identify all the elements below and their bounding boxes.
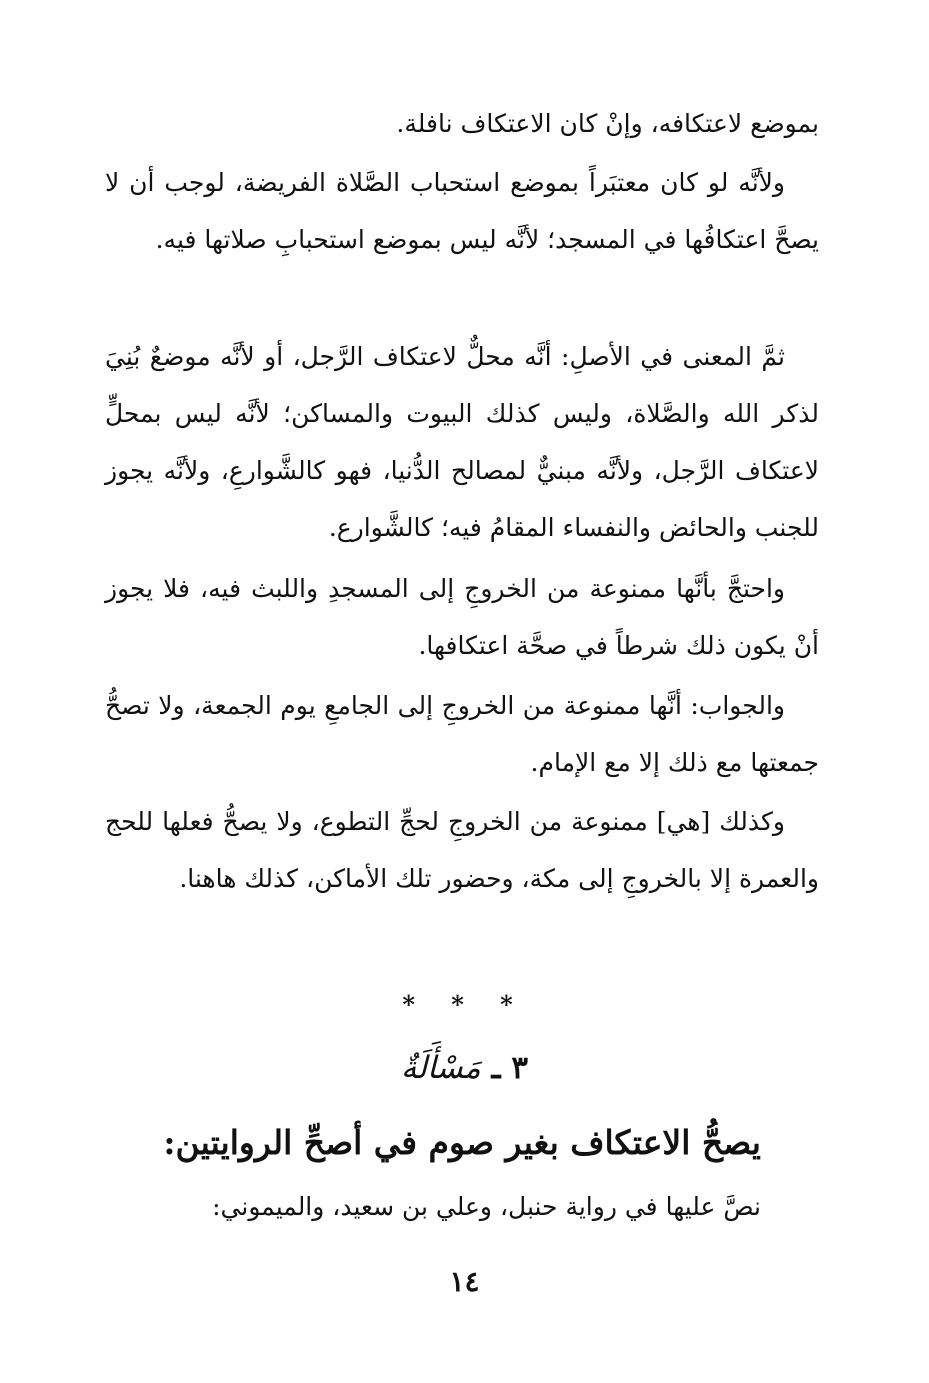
- page-number: ١٤: [449, 1265, 480, 1298]
- issue-subline: نصَّ عليها في رواية حنبل، وعلي بن سعيد، والميموني:: [212, 1192, 761, 1221]
- section-separator: * * *: [402, 990, 527, 1019]
- paragraph-5: [105, 677, 819, 791]
- paragraph-6-text: وكذلك [هي] ممنوعة من الخروجِ لحجِّ التطوع، ولا يصحُّ فعلها للحج والعمرة إلا بالخروجِ إلى مكة، وحضور تلك الأماكن، كذلك هاهنا.: [105, 807, 819, 893]
- issue-number: ٣ ـ: [491, 1050, 529, 1086]
- paragraph-4: [105, 560, 819, 674]
- paragraph-2-text: ولأنَّه لو كان معتبَراً بموضع استحباب الصَّلاة الفريضة، لوجب أن لا يصحَّ اعتكافُها في المسجد؛ لأنَّه ليس بموضع استحبابِ صلاتها فيه.: [105, 168, 819, 254]
- paragraph-1: [105, 95, 819, 152]
- issue-heading: يصحُّ الاعتكاف بغير صوم في أصحِّ الروايتين:: [163, 1123, 761, 1162]
- issue-title: [0, 1048, 929, 1088]
- paragraph-3: [105, 328, 819, 556]
- paragraph-6: [105, 793, 819, 907]
- paragraph-3-text: ثمَّ المعنى في الأصلِ: أنَّه محلٌّ لاعتكاف الرَّجل، أو لأنَّه موضعٌ بُنِيَ لذكر الله والصَّلاة، وليس كذلك البيوت والمساكن؛ لأنَّه ليس بمحلٍّ لاعتكاف الرَّجل، ولأنَّه مبنيٌّ لمصالح الدُّنيا، فهو كالشَّوارعِ، ولأنَّه يجوز للجنب والحائض والنفساء المقامُ فيه؛ كالشَّوارع.: [105, 342, 819, 542]
- issue-word: مَسْأَلَةٌ: [400, 1050, 481, 1086]
- paragraph-4-text: واحتجَّ بأنَّها ممنوعة من الخروجِ إلى المسجدِ واللبث فيه، فلا يجوز أنْ يكون ذلك شرطاً في صحَّة اعتكافها.: [105, 574, 819, 660]
- paragraph-2: [105, 154, 819, 268]
- paragraph-5-text: والجواب: أنَّها ممنوعة من الخروجِ إلى الجامعِ يوم الجمعة، ولا تصحُّ جمعتها مع ذلك إلا مع الإمام.: [105, 691, 819, 777]
- paragraph-1-text: بموضع لاعتكافه، وإنْ كان الاعتكاف نافلة.: [396, 109, 819, 138]
